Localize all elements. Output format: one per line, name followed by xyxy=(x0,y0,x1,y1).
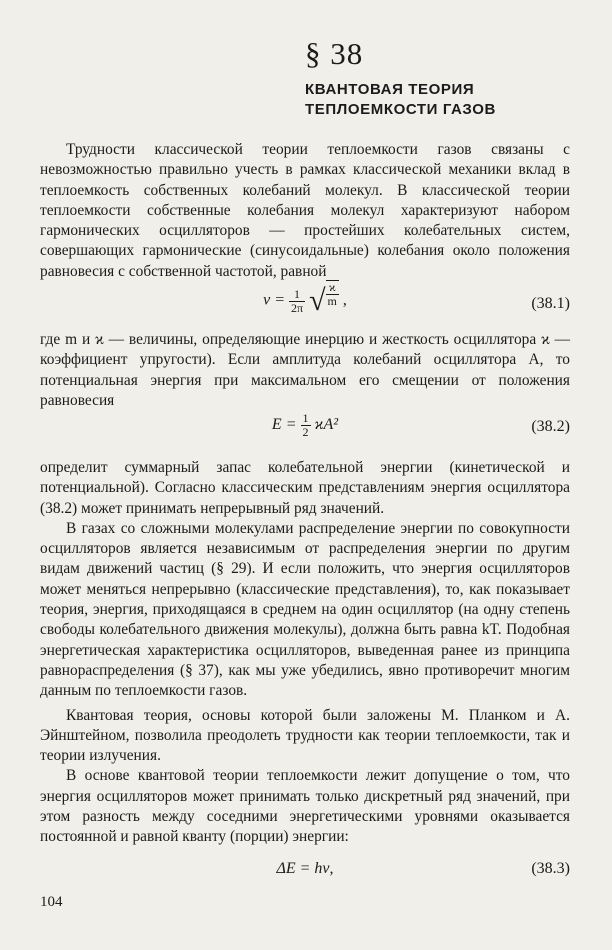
paragraph-5: Квантовая теория, основы которой были заложены М. Планком и А. Эйнштейном, позволила преодолеть трудности как теории теплоемкости, так и теории излучения. xyxy=(40,706,570,765)
equation-38-2-formula xyxy=(40,412,570,439)
equation-38-1 xyxy=(40,280,570,326)
eq1-sqrt-numerator: ϰ xyxy=(326,281,339,295)
section-title-line-1: КВАНТОВАЯ ТЕОРИЯ xyxy=(305,81,475,98)
paragraph-2: где m и ϰ — величины, определяющие инерцию и жесткость осциллятора ϰ — коэффициент упругости). Если амплитуда колебаний осциллятора A, то потенциальная энергия при максимальном его смещении от положения равновесия xyxy=(40,331,570,409)
paragraphs-3-6-block xyxy=(40,458,570,848)
eq2-lhs: E = xyxy=(271,416,301,434)
equation-38-3-formula xyxy=(40,860,570,878)
equation-38-3 xyxy=(40,860,570,900)
eq2-rhs: ϰA² xyxy=(314,416,339,434)
section-number: § 38 xyxy=(305,36,364,71)
eq3-formula: ΔE = hν, xyxy=(276,860,334,877)
eq2-fraction xyxy=(301,412,311,439)
equation-38-1-number: (38.1) xyxy=(531,295,570,312)
equation-38-3-number: (38.3) xyxy=(531,860,570,877)
eq1-lhs: ν = xyxy=(263,291,290,309)
paragraph-3: определит суммарный запас колебательной энергии (кинетической и потенциальной). Согласно классическим представлениям энергия осциллятора (38.2) может принимать непрерывный ряд значений. xyxy=(40,459,570,517)
paragraph-6: В основе квантовой теории теплоемкости лежит допущение о том, что энергия осцилляторов может принимать только дискретный ряд значений, при этом разность между соседними энергетическими уровнями оказывается постоянной и равной кванту (порции) энергии: xyxy=(40,767,570,846)
eq2-frac-numerator: 1 xyxy=(302,411,309,425)
eq1-tail: , xyxy=(342,291,347,309)
paragraph-1-block xyxy=(40,140,570,282)
paragraph-2-block xyxy=(40,330,570,411)
eq1-frac-denominator: 2π xyxy=(291,300,304,315)
equation-38-2-number: (38.2) xyxy=(531,418,570,435)
eq1-sqrt-fraction xyxy=(326,281,339,308)
paragraph-1: Трудности классической теории теплоемкости газов связаны с невозможностью правильно учесть в рамках классической механики вклад в теплоемкость собственных колебаний молекул. В классической теории теплоемкости собственные колебания молекул характеризуют набором гармонических осцилляторов — простейших колебательных систем, совершающих гармонические (синусоидальные) колебания около положения равновесия с собственной частотой, равной xyxy=(40,141,570,280)
paragraph-4: В газах со сложными молекулами распределение энергии по совокупности осцилляторов является независимым от распределения энергии по другим видам движений частиц (§ 29). И если положить, что энергия осцилляторов может меняться непрерывно (классические представления), то, как показывает теория, энергия, приходящаяся в среднем на один осциллятор (на одну степень свободы колебательного движения молекулы), должна быть равна kT. Подобная энергетическая характеристика осцилляторов, выведенная ранее из принципа равнораспределения (§ 37), как мы уже убедились, явно противоречит многим данным по теплоемкости газов. xyxy=(40,519,570,700)
section-title xyxy=(305,80,496,120)
eq2-frac-denominator: 2 xyxy=(302,425,309,439)
section-title-line-2: ТЕПЛОЕМКОСТИ ГАЗОВ xyxy=(305,101,496,118)
page-number: 104 xyxy=(40,894,63,910)
eq1-sqrt-denominator: m xyxy=(327,294,337,308)
equation-38-1-formula xyxy=(40,280,570,317)
eq1-fraction xyxy=(289,288,305,315)
equation-38-2 xyxy=(40,412,570,452)
eq1-frac-numerator: 1 xyxy=(289,288,305,302)
eq1-square-root: √ $\frac{ϰ}{m}$ xyxy=(309,280,337,317)
